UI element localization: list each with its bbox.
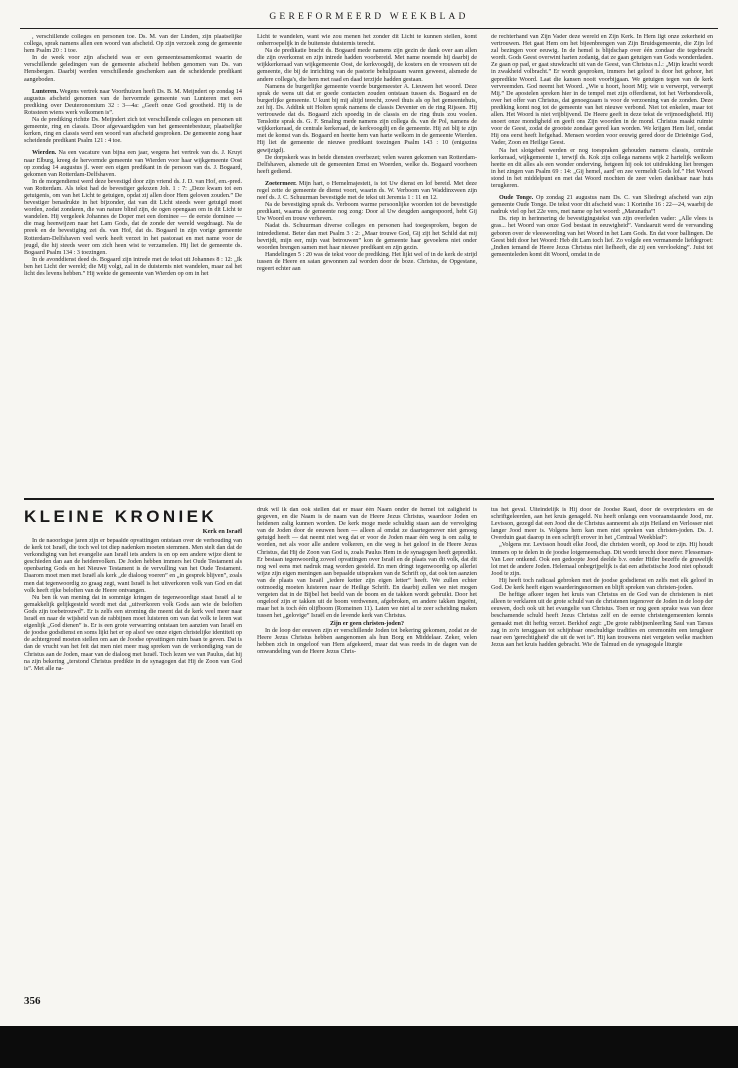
paragraph <box>491 34 713 148</box>
paragraph <box>24 538 242 595</box>
paragraph <box>257 34 477 48</box>
paragraph <box>491 507 713 542</box>
kronik-heading: KLEINE KRONIEK <box>24 507 218 526</box>
paragraph <box>491 195 713 216</box>
paragraph-text: Hij heeft toch radicaal gebroken met de joodse godsdienst en zelfs met elk geloof in God. De kerk heeft eigen waarderingsnormen en blijft spreken van christen-joden. <box>491 577 713 592</box>
masthead-title: GEREFORMEERD WEEKBLAD <box>269 12 469 22</box>
paragraph <box>24 179 242 257</box>
paragraph <box>257 628 477 656</box>
paragraph-text: Handelingen 5 : 20 was de tekst voor de prediking. Het lijkt wel of in de kerk de strijd tussen de Heere en satan gewonnen zal worden door de boze. Christus, de Opgestane, regeert echter aan <box>257 251 477 272</box>
masthead <box>20 6 718 29</box>
paragraph-text: Wegens vertrek naar Voorthuizen heeft Ds. B. M. Meijndert op zondag 14 augustus afscheid genomen van de hervormde gemeente van Lunteren met een prediking over Deuteronomium 32 : 3—4a: „Geeft onze God grootheid. Hij is de Rotssteen wiens werk volkomen is”. <box>24 88 242 116</box>
article-column-3 <box>491 34 713 494</box>
paragraph-text: Licht te wandelen, want wie zou menen het zonder dit Licht te kunnen stellen, komt onherroepelijk in de buitenste duisternis terecht. <box>257 34 477 48</box>
paragraph-text: druk wil ik dan ook stellen dat er maar één Naam onder de hemel tot zaligheid is gegeven, en die Naam is de naam van de Heere Jezus Christus, waardoor Joden en heidenen zalig kunnen worden. De kerk moge mede schuldig staan aan de vervolging van de Joden door de eeuwen heen — alleen al omdat ze daartegenover niet genoeg getuigd heeft — dat neemt niet weg dat er voor de Joden maar één weg is om zalig te worden, net als voor alle andere volkeren, en die weg is het geloof in de Heere Jezus Christus, dat Hij de Zoon van God is, zoals Paulus Hem in de synagogen heeft gepredikt. Er bestaan tegenwoordig zoveel opvattingen over Israël en de plaats van dit volk, dat dit nog wel eens met nadruk mag worden gesteld. En men dringt tegenwoordig op allerlei wijze zijn eigen meningen aan bepaalde uitspraken van de Schrift op, dat ook ten aanzien van de plaats van Israël „iedere ketter zijn eigen letter” heeft. We zullen echter ootmoedig moeten luisteren naar de Heilige Schrift. En daarbij zullen we niet mogen vergeten dat in de Bijbel het beeld van de boom en de takken wordt gebruikt. Door het ongeloof zijn er takken uit de boom verdwenen, afgebroken, en andere takken ingeënt, maar het is toch één olijfboom (Romeinen 11). Laten we niet al te zeer scheiding maken tussen het „gelovige” Israël en de levende kerk van Christus. <box>257 507 477 620</box>
section-divider <box>24 498 714 500</box>
dateline: Lunteren. <box>32 88 58 95</box>
paragraph-text: Nu ben ik van mening dat in sommige kringen de tegenwoordige staat Israël al te gemakkelijk gelijkgesteld wordt met dat „uitverkoren volk Gods aan wie de beloften Gods zijn toebetrouwd”. Er is zelfs een stroming die meent dat de kerk veel meer naar Israël en naar de wijsheid van de rabbijnen moet luisteren om van dat volk te leren wat eigenlijk „God dienen” is. Er is een grote verwarring ontstaan ten aanzien van Israël en de joodse godsdienst en soms lijkt het er op alsof we onze eigen christelijke identiteit op de achtergrond moeten stellen om aan de Joodse opvattingen ruim baan te geven. Dat is dan de vrucht van het feit dat men niet meer mag spreken van de verkondiging van de Christus aan de Joden, maar van de dialoog met Israël. Toch lezen we van Paulus, dat hij na zijn bekering „terstond Christus predikte in de synagogen dat Hij de Zoon van God is”. Met alle na- <box>24 594 242 672</box>
paragraph-text: tus het geval. Uiteindelijk is Hij door de Joodse Raad, door de overpriesters en de schriftgeleerden, aan het kruis genageld. Nu heeft onlangs een vooraanstaande Jood, mr. Levisson, gezegd dat een Jood die de Christus aanneemt als zijn Heiland en Verlosser niet langer Jood meer is. Volgens hem kan men niet spreken van christen-joden. Ds. J. Overduin gaat daarop in een schrijft erover in het „Centraal Weekblad”: <box>491 507 713 542</box>
dateline: Oude Tonge. <box>499 195 534 202</box>
paragraph <box>24 55 242 83</box>
paragraph-text: Na de predikatie bracht ds. Bogaard mede namens zijn gezin de dank over aan allen die zijn overkomst en zijn intrede hadden voorbereid. Met name noemde hij daarbij de wijkkerkeraad van wijkgemeente Oost, de kerkvoogdij, de kosters en de vrouwen uit de gemeente, die bij de inrichting van de pastorie behulpzaam waren geweest, alsmede de andere collega's, die hem met raad en daad terzijde hadden gestaan. <box>257 48 477 83</box>
kronik-column-1 <box>24 538 242 986</box>
paragraph <box>24 595 242 673</box>
paragraph-text: Namens de burgerlijke gemeente voerde burgemeester A. Lieuwen het woord. Deze sprak de wens uit dat er goede contacten zouden ontstaan tussen ds. Bogaard en de burgerlijke gemeente. U kunt bij mij altijd terecht, zowel thuis als op het gemeentehuis, zei hij. Ds. Addink uit Holten sprak namens de classis Deventer en de ring Rijssen. Hij vertrouwde dat ds. Bogaard zich spoedig in de classis en de ring thuis zou voelen. Tenslotte sprak ds. G. F. Smaling mede namens zijn collega ds. van de Pol, namens de wijkkerkeraad, de centrale kerkeraad, de kerkvoogdij en de gemeente. Hij zei blij te zijn met de komst van ds. Bogaard en heette hem van harte welkom in de gemeente Wierden. Hij liet de gemeente de nieuwe predikant toezingen Psalm 143 : 10 (enigszins gewijzigd). <box>257 83 477 154</box>
paragraph <box>257 84 477 155</box>
paragraph-text: De dorpskerk was in beide diensten overbezet; velen waren gekomen van Rotterdam-Delfshaven, alsmede uit de gemeenten Emst en Woerden, welke ds. Bogaard voorheen heeft gediend. <box>257 154 477 175</box>
paragraph <box>257 155 477 176</box>
paragraph <box>491 148 713 191</box>
section-subheading: Zijn er geen christen-joden? <box>329 620 405 627</box>
paragraph-text: Mijn hart, o Hemelmajesteit, is tot Uw dienst en lof bereid. Met deze regel zette de gemeente de dienst voort, waarin ds. W. Verboom van Waddinxveen zijn neef ds. J. C. Schuurman bevestigde met de tekst uit Jeremia 1 : 11 en 12. <box>257 180 477 202</box>
paragraph <box>257 181 477 202</box>
paragraph-text: Na een vacature van bijna een jaar, wegens het vertrek van ds. J. Kruyt naar Elburg, kreeg de hervormde gemeente van Wierden voor haar wijkgemeente Oost op zondag 14 augustus jl. weer een eigen predikant in de persoon van ds. J. Bogaard, gekomen van Rotterdam-Delfshaven. <box>24 150 242 178</box>
paragraph <box>24 89 242 117</box>
paragraph <box>257 48 477 83</box>
dateline: Zoetermeer. <box>265 180 297 187</box>
paragraph-text: , verschillende colleges en personen toe. Ds. M. van der Linden, zijn plaatselijke collega, sprak namens allen een woord van afscheid. Op zijn verzoek zong de gemeente hem Psalm 20 : 1 toe. <box>24 34 242 55</box>
paragraph <box>257 223 477 251</box>
paragraph-text: De heftige afkeer tegen het kruis van Christus en de God van de christenen is niet alleen te verklaren uit de grote schuld van de christenen tegenover de Joden in de loop der eeuwen, doch ook uit het evangelie van Christus. Toen er nog geen sprake was van deze beschamende schuld heeft Jezus Christus zelf en de eerste christengemeenten kennis gemaakt met dit heftig verzet. Berkhof zegt: „De grote rabbijnenleerling Saul van Tarsus zag in zo'n teruggaan tot schijnbaar onschuldige tradities en ceremoniën een terugkeer naar een 'gerechtigheid' die uit de wet is”. Hij kan trouwens niet vergeten welke machten Jezus aan het kruis hadden gebracht. Wie de Talmud en de synagogale liturgie <box>491 592 713 648</box>
article-column-1 <box>24 34 242 494</box>
paragraph-text: In de loop der eeuwen zijn er verschillende Joden tot bekering gekomen, zodat ze de Heere Jezus Christus hebben aangenomen als hun Borg en Middelaar. Zeker, velen hebben zich in ongeloof van Hem afgekeerd, maar dat was reeds in de dagen van de omwandeling van de Heere Jezus Chris- <box>257 627 477 655</box>
paragraph-text: In de avonddienst deed ds. Bogaard zijn intrede met de tekst uit Johannes 8 : 12: „Ik ben het Licht der wereld; die Mij volgt, zal in de duisternis niet wandelen, maar zal het licht des levens hebben.” Hij wekte de gemeente van Wierden op om in het <box>24 256 242 277</box>
paragraph <box>257 202 477 223</box>
kronik-subheading: Kerk en Israël <box>202 528 242 535</box>
paragraph-text: In de morgendienst werd deze bevestigd door zijn vriend ds. J. D. van Hof, em.-pred. van Rotterdam. Als tekst had de bevestiger gekozen Joh. 1 : 7: „Deze kwam tot een getuigenis, om van het Licht te getuigen, opdat zij allen door Hem geloven zouden.” De bevestiger benadrukte in het bijzonder, dat van dit Licht steeds weer getuigd moet worden, zodat zondaren, die van nature blind zijn, de ogen opengaan om in dit Licht te wandelen. Hij vergeleek Johannes de Doper met een dominee — de eerste dominee — die mag heenwijzen naar het Lam Gods, dat de zonde der wereld wegdraagt. Na de preek en de bevestiging zei ds. van Hof, dat ds. Bogaard in zijn vorige gemeente Rotterdam-Delfshaven veel werk heeft verzet in het pastoraat en met name voor de jeugd, die hij steeds weer om zich heen wist te verzamelen. Hij liet de gemeente ds. Bogaard Psalm 134 : 3 toezingen. <box>24 178 242 256</box>
dateline: Wierden. <box>32 150 57 157</box>
paragraph-text: Na de prediking richtte Ds. Meijndert zich tot verschillende colleges en personen uit gemeente, ring en classis. Door afgevaardigden van het gemeentebestuur, plaatselijke kerken, ring en classis werd een woord van afscheid gesproken. De gemeente zong haar scheidende predikant Psalm 121 : 4 toe. <box>24 117 242 145</box>
paragraph <box>491 592 713 649</box>
paragraph <box>257 507 477 621</box>
paragraph-text: de rechterhand van Zijn Vader deze wereld en Zijn Kerk. In Hem ligt onze zekerheid en vertrouwen. Het gaat Hem om het bijeenbrengen van Zijn Bruidsgemeente, die Zijn lof zal bezingen voor eeuwig. In de hemel is blijdschap over één zondaar die tegebracht wordt. Gods Geest overwint harten zodanig, dat ze gaan getuigen van Gods wonderdaden. Ze gaan op pad, er gaat stuwkracht uit van de Geest, van Christus n.l.: „Mijn kracht wordt in zwakheid volbracht.” Er wordt gesproken, immers het geloof is door het gehoor, het gepredikte Woord. Laat die kansen nooit voorbijgaan. We getuigen tegen van de kerk vervreemden. God neemt het Woord. „Wie u hoort, hoort Mij; wie u verwerpt, verwerpt Mij.” De apostelen spreken hier in de tempel met zijn offerdienst, tot het Verbondsvolk, over het offer van Christus, dat genoegzaam is voor de verzoening van de zonden. Deze prediking komt nog tot de gemeente van het nieuwe verbond. Niet tot enkelen, maar tot allen. Het Woord is niet vrijblijvend. De Heere geeft in deze tekst de vrijmoedigheid. Hij snoert onze mondigheid en geeft ons Zijn woorden in de mond. Christus maakt ruimte voor de Geest, zodat de grootste zondaar gered kan worden. We krijgen Hem lief, omdat Hij ons eerst heeft liefgehad. Mensen worden voor eeuwig gered door de Drieënige God, Vader, Zoon en Heilige Geest. <box>491 34 713 147</box>
paragraph-text: Ds. riep in herinnering de bevestigingstekst van zijn overleden vader: „Alle vlees is gras... het Woord van onze God bestaat in eeuwigheid”. Vandaaruit werd de vervanding geboren over de vleeswording van het Woord in het Lam Gods. En dat voor ballingen. De Geest bidt door het Woord: Heb dit Lam toch lief. Zo volgde een vermanende liefdegroet: „Indien iemand de Heere Jezus Christus niet liefheeft, die zij een vervloeking”. Juist tot gemeenteleden komt dit Woord, omdat in de <box>491 216 713 258</box>
paragraph-text: „Volgens mr. Levisson houdt elke Jood, die christen wordt, op Jood te zijn. Hij houdt immers op te delen in de joodse lotgemeenschap. Dit wordt terecht door mevr. Flesseman-Van Leer ontkend. Ook een gedoopte Jood deelde b.v. onder Hitler bezeffe de gruwelijk lot met de andere Joden. Helemaal onbegrijpelijk is dat een atheïstische Jood niet ophoudt Jood te zijn. <box>491 542 713 577</box>
paragraph <box>24 117 242 145</box>
paragraph-text: Nadat ds. Schuurman diverse colleges en personen had toegesproken, begon de intrededienst. Beter dan met Psalm 3 : 2: „Maar trouwe God, Gij zijt het Schild dat mij bevrijdt, mijn eer, mijn vast betrouwen” kon de gemeente haar gevoelens niet onder woorden brengen samen met haar nieuwe predikant en zijn gezin. <box>257 223 477 251</box>
paragraph-text: Na de bevestiging sprak ds. Verboom warme persoonlijke woorden tot de bevestigde predikant, waarna de gemeente nog zong: Door al Uw deugden aangespoord, hebt Gij Uw Woord en trouw verheven. <box>257 202 477 223</box>
paragraph-text: Op zondag 21 augustus nam Ds. C. van Sliedregt afscheid van zijn gemeente Oude Tonge. De tekst voor dit afscheid was: 1 Korinthe 16 : 22—24, waarbij de nadruk viel op het 22e vers, met name op het woord: „Maranatha”! <box>491 195 713 216</box>
kronik-column-3 <box>491 507 713 987</box>
article-column-2 <box>257 34 477 494</box>
paragraph <box>491 542 713 577</box>
paragraph-text: In de naoorlogse jaren zijn er bepaalde opvattingen ontstaan over de verhouding van de kerk tot Israël, die toch wel tot diep nadenken moeten stemmen. Men stelt dan dat de verkondiging van het evangelie aan Israël iets anders is en op een andere wijze dient te geschieden dan aan de heidenvolken. De Joden hebben immers het Oude Testament als openbaring Gods en het Nieuwe Testament is de vervulling van het Oude Testament. Daarom moet men met Israël als kerk „de dialoog voeren” en „in gesprek blijven”, zoals men dat tegenwoordig zo graag zegt, want Israël is het uitverkoren volk van God en dat volk heeft rijke beloften van de Heere ontvangen. <box>24 538 242 594</box>
paragraph <box>24 34 242 55</box>
paragraph-text: Na het slotgebed werden er nog toespraken gehouden namens classis, centrale kerkeraad, wijkgemeente 1, terwijl ds. Kok zijn collega namens wijk 2 hartelijk welkom heette en dit alles als een wonder onderving, hetgeen hij ook tot uitdrukking liet brengen in het zingen van Psalm 69 : 14: „Gij hemel, aard' en zee vermeldt Gods lof.” Het Woord stond in het middelpunt en met dat Woord mochten de zeer velen dankbaar naar huis terugkeren. <box>491 147 713 189</box>
paragraph <box>24 150 242 178</box>
paragraph-text: In de week voor zijn afscheid was er een gemeentesamenkomst waarin de verschillende geledingen van de gemeente afscheid hebben genomen van Ds. van Hensbergen. Daarbij werden verschillende geschenken aan de scheidende predikant aangeboden. <box>24 55 242 83</box>
scan-border <box>0 1026 738 1068</box>
paragraph <box>257 252 477 273</box>
page-number: 356 <box>24 995 41 1007</box>
paragraph <box>24 257 242 278</box>
paragraph <box>491 578 713 592</box>
paragraph <box>491 216 713 259</box>
kronik-column-2 <box>257 507 477 987</box>
